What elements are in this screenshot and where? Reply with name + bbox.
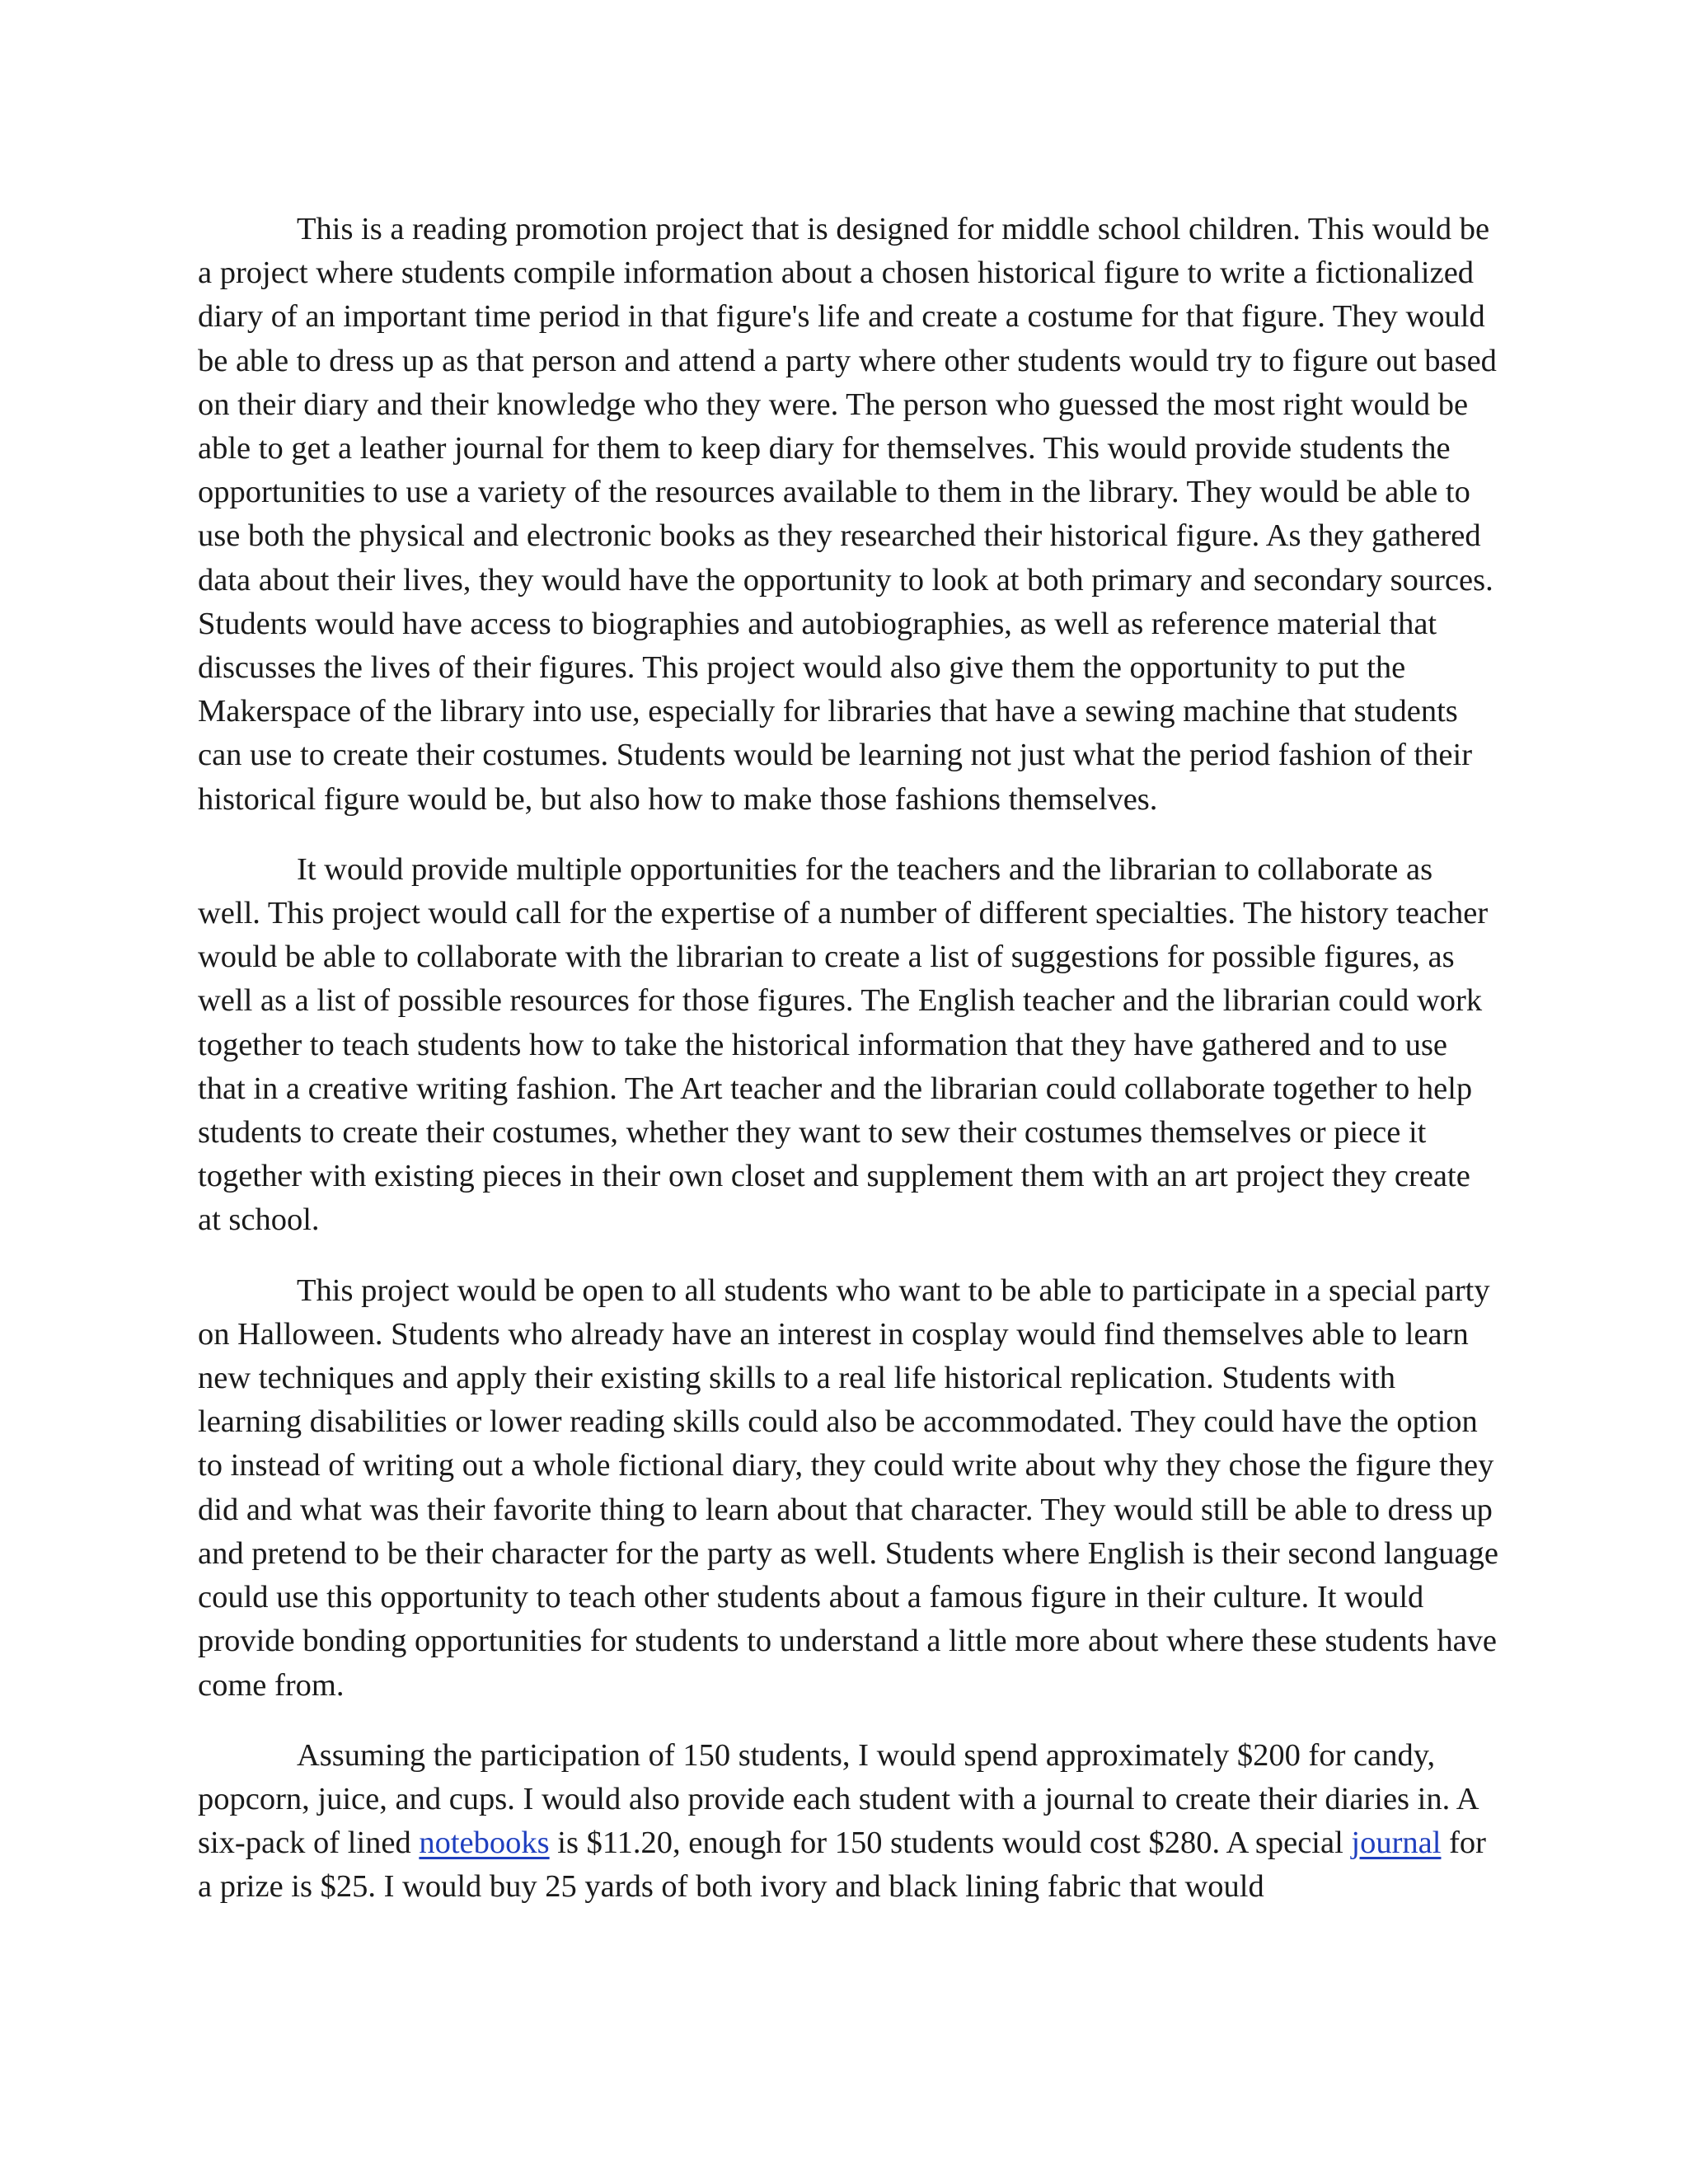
budget-text-part-2: is $11.20, enough for 150 students would cost $280. A special [549,1825,1352,1861]
paragraph-inclusion: This project would be open to all students who want to be able to participate in a special party on Halloween. Students who already have an interest in cosplay would find themselves able to learn new techniques and apply their existing skills to a real life historical replication. Students with learning disabilities or lower reading skills could also be accommodated. They could have the option to instead of writing out a whole fictional diary, they could write about why they chose the figure they did and what was their favorite thing to learn about that character. They would still be able to dress up and pretend to be their character for the party as well. Students where English is their second language could use this opportunity to teach other students about a famous figure in their culture. It would provide bonding opportunities for students to understand a little more about where these students have come from. [198,1272,1498,1703]
document-body [198,208,1498,1910]
paragraph-budget [198,1734,1498,1910]
paragraph-collaboration: It would provide multiple opportunities for the teachers and the librarian to collaborate as well. This project would call for the expertise of a number of different specialties. The history teacher would be able to collaborate with the librarian to create a list of suggestions for possible figures, as well as a list of possible resources for those figures. The English teacher and the librarian could work together to teach students how to take the historical information that they have gathered and to use that in a creative writing fashion. The Art teacher and the librarian could collaborate together to help students to create their costumes, whether they want to sew their costumes themselves or piece it together with existing pieces in their own closet and supplement them with an art project they create at school. [198,851,1489,1238]
budget-text-part-1: Assuming the participation of 150 students, I would spend approximately $200 for candy, popcorn, juice, and cups. I would also provide each student with a journal to create their diaries in. A six-pack of lined [198,1737,1478,1861]
journal-link[interactable]: journal [1351,1825,1442,1861]
paragraph-project-overview: This is a reading promotion project that is designed for middle school children. This would be a project where students compile information about a chosen historical figure to write a fictionalized diary of an important time period in that figure's life and create a costume for that figure. They would be able to dress up as that person and attend a party where other students would try to figure out based on their diary and their knowledge who they were. The person who guessed the most right would be able to get a leather journal for them to keep diary for themselves. This would provide students the opportunities to use a variety of the resources available to them in the library. They would be able to use both the physical and electronic books as they researched their historical figure. As they gathered data about their lives, they would have the opportunity to look at both primary and secondary sources. Students would have access to biographies and autobiographies, as well as reference material that discusses the lives of their figures. This project would also give them the opportunity to put the Makerspace of the library into use, especially for libraries that have a sewing machine that students can use to create their costumes. Students would be learning not just what the period fashion of their historical figure would be, but also how to make those fashions themselves. [198,212,1497,817]
budget-text-part-3: for a prize is $25. I would buy 25 yards of both ivory and black lining fabric that would [198,1825,1486,1905]
notebooks-link[interactable]: notebooks [419,1825,550,1861]
